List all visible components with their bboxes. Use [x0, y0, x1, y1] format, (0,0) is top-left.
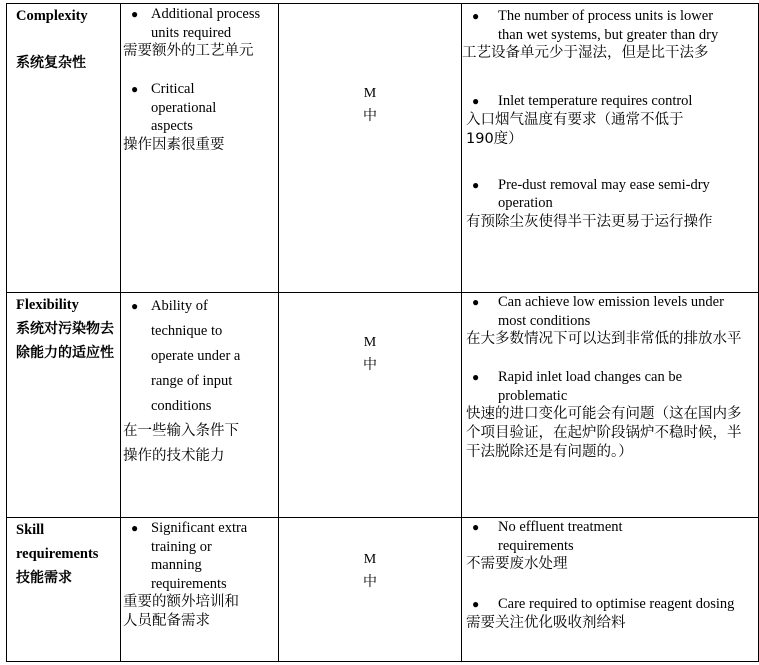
- evaluation-table: [6, 3, 759, 662]
- comment-en: Pre-dust removal may ease semi-dry operation: [498, 176, 710, 211]
- comment-zh: 快速的进口变化可能会有问题（这在国内多个项目验证，在起炉阶段锅炉不稳时候，半干法脱除还是有问题的。）: [466, 406, 742, 460]
- rating-zh: 中: [363, 357, 377, 373]
- comment-en: Inlet temperature requires control: [498, 93, 693, 109]
- bullet-icon: ●: [131, 521, 139, 535]
- criterion-cell: [7, 4, 121, 293]
- comment-en: Care required to optimise reagent dosing: [498, 596, 735, 612]
- comment-en: No effluent treatment requirements: [498, 519, 623, 554]
- list-item: [462, 368, 728, 405]
- bullet-icon: ●: [472, 94, 480, 108]
- rating-cell: [279, 518, 462, 662]
- factors-cell: [121, 518, 279, 662]
- rating-en: M: [363, 335, 377, 350]
- criterion-en: Skill requirements: [16, 522, 99, 562]
- bullet-icon: ●: [472, 9, 480, 23]
- table-row: [7, 518, 759, 662]
- list-item: [462, 176, 738, 213]
- criterion-en: Flexibility: [16, 297, 79, 313]
- comment-en: The number of process units is lower than wet systems, but greater than dry: [498, 8, 719, 43]
- bullet-icon: ●: [472, 370, 480, 384]
- table-row: [7, 4, 759, 293]
- criterion-cell: [7, 293, 121, 518]
- comments-cell: [462, 518, 759, 662]
- rating-zh: 中: [363, 574, 377, 590]
- comment-zh: 有预除尘灰使得半干法更易于运行操作: [466, 213, 713, 230]
- rating-cell: [279, 293, 462, 518]
- factor-zh: 操作因素很重要: [123, 136, 225, 153]
- factor-zh: 需要额外的工艺单元: [123, 43, 254, 59]
- comments-cell: [462, 4, 759, 293]
- criterion-zh: 系统复杂性: [16, 55, 86, 71]
- criterion-zh: 技能需求: [16, 570, 72, 586]
- comment-zh: 入口烟气温度有要求（通常不低于190度）: [466, 111, 684, 147]
- factor-en: Ability of technique to operate under a range of input conditions: [151, 298, 241, 414]
- bullet-icon: ●: [472, 520, 480, 534]
- bullet-icon: ●: [472, 295, 480, 309]
- comments-cell: [462, 293, 759, 518]
- criterion-zh: 系统对污染物去除能力的适应性: [16, 321, 114, 361]
- factors-cell: [121, 4, 279, 293]
- comment-en: Can achieve low emission levels under most conditions: [498, 294, 724, 329]
- bullet-icon: ●: [472, 177, 480, 192]
- list-item: [462, 293, 728, 330]
- comment-en: Rapid inlet load changes can be problematic: [498, 369, 683, 404]
- bullet-icon: ●: [131, 299, 139, 313]
- factor-en: Additional process units required: [151, 6, 261, 41]
- rating-en: M: [363, 86, 377, 101]
- list-item: [462, 518, 698, 555]
- list-item: [121, 519, 256, 593]
- bullet-icon: ●: [131, 7, 139, 21]
- factor-en: Significant extra training or manning requirements: [151, 520, 248, 592]
- criterion-cell: [7, 518, 121, 662]
- comment-zh: 不需要废水处理: [466, 556, 568, 572]
- bullet-icon: ●: [472, 597, 480, 611]
- rating-cell: [279, 4, 462, 293]
- bullet-icon: ●: [131, 82, 139, 96]
- factor-zh: 在一些输入条件下操作的技术能力: [123, 423, 239, 464]
- factors-cell: [121, 293, 279, 518]
- comment-zh: 在大多数情况下可以达到非常低的排放水平: [466, 331, 742, 347]
- rating-zh: 中: [363, 108, 377, 124]
- list-item: [121, 294, 251, 419]
- table-row: [7, 293, 759, 518]
- list-item: [121, 80, 261, 136]
- factor-zh: 重要的额外培训和人员配备需求: [123, 594, 239, 629]
- list-item: [462, 595, 738, 614]
- list-item: [121, 5, 261, 42]
- comment-zh: 工艺设备单元少于湿法，但是比干法多: [462, 45, 709, 61]
- list-item: [462, 7, 728, 44]
- rating-en: M: [363, 552, 377, 567]
- list-item: [462, 92, 698, 111]
- factor-en: Critical operational aspects: [151, 81, 217, 134]
- comment-zh: 需要关注优化吸收剂给料: [466, 614, 626, 631]
- criterion-en: Complexity: [16, 8, 88, 24]
